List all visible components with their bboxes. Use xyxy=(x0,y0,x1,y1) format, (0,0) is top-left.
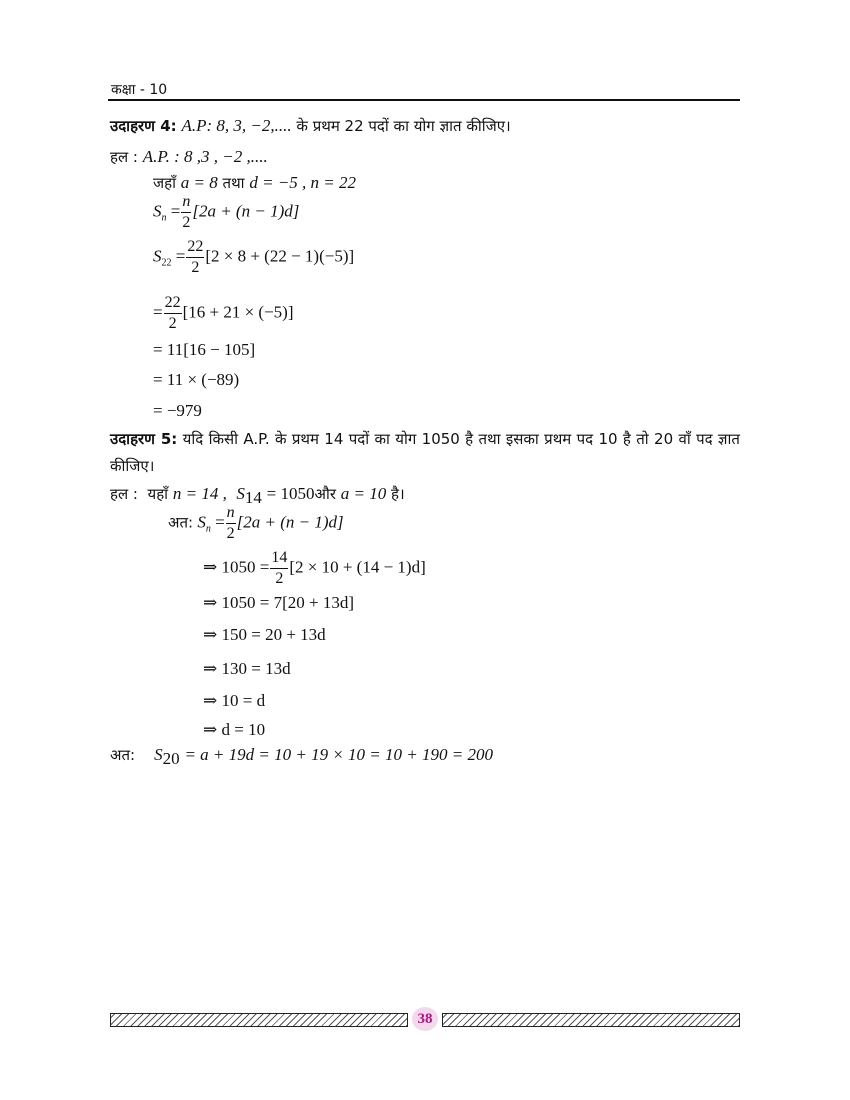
given-s: S xyxy=(236,484,245,503)
page-footer xyxy=(110,1010,740,1030)
example4-label: उदाहरण 4: xyxy=(110,117,177,135)
step1-lhs: ⇒ 1050 = xyxy=(203,557,270,577)
example5-problem xyxy=(110,426,740,480)
frac-num: 14 xyxy=(270,550,288,569)
example4-given xyxy=(153,173,356,193)
given-s-sub: 14 xyxy=(244,488,262,507)
formula-s: S xyxy=(197,512,206,532)
formula-rhs: [2a + (n − 1)d] xyxy=(236,512,344,532)
example5-step6: ⇒ d = 10 xyxy=(203,720,266,739)
given-prefix: जहाँ xyxy=(153,174,176,192)
frac-den: 2 xyxy=(168,315,177,332)
example4-problem-text: के प्रथम 22 पदों का योग ज्ञात कीजिए। xyxy=(296,117,511,135)
example4-ap: A.P: 8, 3, −2,.... xyxy=(181,116,292,135)
given-rest: d = −5 , n = 22 xyxy=(249,173,357,192)
formula-sub: n xyxy=(161,212,167,224)
given-mid: तथा xyxy=(222,174,245,192)
header-rule xyxy=(108,99,740,101)
step2-rhs: [16 + 21 × (−5)] xyxy=(182,302,294,322)
example5-formula: अत: $S_n$ = $\frac{n}{2}$ [2a + (n − 1)d] xyxy=(168,504,344,542)
example4-step3: = 11[16 − 105] xyxy=(153,340,256,359)
frac-den: 2 xyxy=(191,259,200,276)
frac-num: n xyxy=(226,505,236,524)
example4-problem xyxy=(110,116,511,136)
given-prefix: यहाँ xyxy=(147,485,169,503)
given-and: और xyxy=(314,485,336,503)
frac-num: n xyxy=(181,194,191,213)
example5-label: उदाहरण 5: xyxy=(110,430,178,448)
example4-solution-label: हल : xyxy=(110,148,138,166)
atah-label: अत: xyxy=(168,513,194,532)
example4-formula: $S_n$ = $\frac{n}{2}$ [2a + (n − 1)d] xyxy=(153,193,300,231)
formula-lhs: S xyxy=(153,201,162,221)
step1-lhs: S xyxy=(153,246,162,266)
step2-fraction xyxy=(164,295,182,332)
step1-sub: 22 xyxy=(161,257,172,269)
given-end: है। xyxy=(391,485,405,503)
example4-step4: = 11 × (−89) xyxy=(153,370,240,389)
example5-problem-text: यदि किसी A.P. के प्रथम 14 पदों का योग 1050 है तथा इसका प्रथम पद 10 है तो 20 वाँ पद ज्ञात कीजिए। xyxy=(110,430,740,475)
given-a: a = 8 xyxy=(180,173,218,192)
example4-ap-value: A.P. : 8 ,3 , −2 ,.... xyxy=(142,147,268,166)
frac-num: 22 xyxy=(164,295,182,314)
footer-ornament-right xyxy=(442,1013,740,1027)
example5-step3: ⇒ 150 = 20 + 13d xyxy=(203,625,326,644)
example5-solution-label: हल : xyxy=(110,485,138,503)
example4-step5: = −979 xyxy=(153,401,202,420)
class-header: कक्षा - 10 xyxy=(111,82,168,98)
example5-final xyxy=(110,745,493,769)
formula-sub: n xyxy=(205,523,211,535)
example5-step1 xyxy=(203,550,426,587)
example4-solution-ap xyxy=(110,147,268,167)
formula-fraction xyxy=(181,194,191,231)
given-s-val: = 1050 xyxy=(266,484,315,503)
footer-ornament-left xyxy=(110,1013,408,1027)
frac-num: 22 xyxy=(186,239,204,258)
final-rhs: = a + 19d = 10 + 19 × 10 = 10 + 190 = 200 xyxy=(184,745,493,764)
step1-rhs: [2 × 8 + (22 − 1)(−5)] xyxy=(205,246,355,266)
example4-step1: $S_{22}$ = $\frac{22}{2}$ [2 × 8 + (22 − 1)(−5)] xyxy=(153,238,355,276)
page-number: 38 xyxy=(412,1007,438,1031)
example5-step5: ⇒ 10 = d xyxy=(203,691,266,710)
example4-step2: = $\frac{22}{2}$ [16 + 21 × (−5)] xyxy=(153,294,294,332)
step1-fraction xyxy=(186,239,204,276)
example5-step4: ⇒ 130 = 13d xyxy=(203,659,291,678)
given-n: n = 14 , xyxy=(172,484,227,503)
final-s: S xyxy=(154,745,163,764)
example5-step2: ⇒ 1050 = 7[20 + 13d] xyxy=(203,593,354,612)
given-a: a = 10 xyxy=(340,484,387,503)
formula-fraction xyxy=(226,505,236,542)
step1-fraction xyxy=(270,550,288,587)
frac-den: 2 xyxy=(182,214,191,231)
frac-den: 2 xyxy=(226,525,235,542)
final-atah: अत: xyxy=(110,746,136,764)
step1-rhs: [2 × 10 + (14 − 1)d] xyxy=(289,557,426,577)
final-sub: 20 xyxy=(162,749,180,768)
formula-rhs: [2a + (n − 1)d] xyxy=(192,201,300,221)
frac-den: 2 xyxy=(275,570,284,587)
